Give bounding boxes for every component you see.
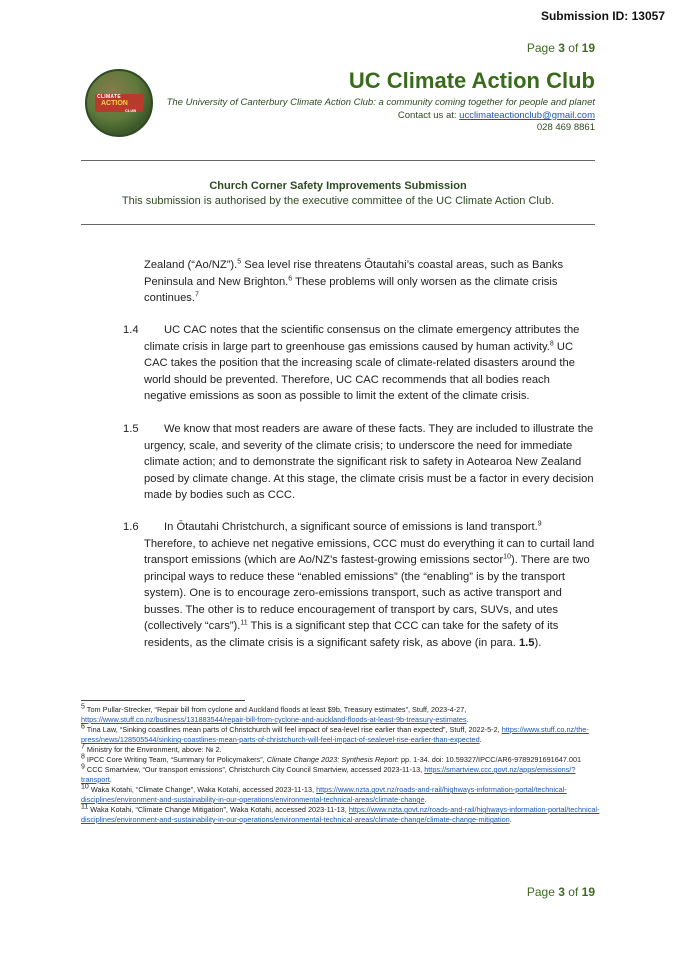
- footnote-separator: [81, 700, 245, 701]
- footnote-text: CCC Smartview, “Our transport emissions”, Christchurch City Council Smartview, accessed 2023-11-13,: [84, 765, 425, 774]
- contact-label: Contact us at:: [397, 110, 457, 121]
- paragraph-text: [144, 519, 595, 651]
- text: .: [479, 735, 482, 744]
- paragraph-number: 1.6: [123, 521, 139, 533]
- club-name: UC Climate Action Club: [348, 68, 595, 93]
- text: ). There are two principal ways to reduce these “enabled emissions” (the “enabling” is by the transport system). One is to encourage zero-emissions transport, such as active transport and busses. The other is to reduce encouragement of transport by cars, SUVs, and utes (collectively “cars”).: [144, 554, 590, 632]
- footnote-7: [81, 745, 601, 755]
- logo-text-climate: CLIMATE: [97, 94, 121, 100]
- submission-id: Submission ID: 13057: [540, 9, 665, 23]
- footnote-ref[interactable]: 7: [195, 291, 199, 299]
- submission-title: Church Corner Safety Improvements Submission: [209, 180, 467, 192]
- page-total: 19: [581, 41, 595, 55]
- header-divider: [81, 160, 595, 161]
- page-of: of: [568, 41, 579, 55]
- footnote-ref[interactable]: 10: [503, 553, 511, 561]
- text: Sea level rise threatens Ōtautahi’s coastal areas, such as Banks Peninsula and New Brighton.: [144, 259, 564, 288]
- paragraph-1-6: [123, 519, 595, 651]
- paragraph-number: 1.5: [123, 423, 139, 435]
- page-current: 3: [558, 885, 565, 899]
- footnote-link[interactable]: https://www.stuff.co.nz/the-press/news/128505544/sinking-coastlines-mean-parts-of-christchurch-will-feel-impact-of-sealevel-rise-earlier-than-expected: [81, 725, 589, 744]
- club-tagline: The University of Canterbury Climate Action Club: a community coming together for people and planet: [166, 97, 595, 108]
- text: Therefore, to achieve net negative emissions, CCC must do everything it can to curtail land transport emissions (which are Ao/NZ’s fastest-growing emissions sector: [144, 537, 595, 566]
- paragraph-text: We know that most readers are aware of these facts. They are included to illustrate the urgency, scale, and severity of the climate crisis; to underscore the need for immediate climate action; and to demonstrate the significant risk to safety in Aotearoa New Zealand posed by climate change. At this stage, the climate crisis must be a factor in every decision made by bodies such as CCC.: [144, 423, 594, 501]
- text: .: [509, 815, 512, 824]
- footnote-text: Tina Law, “Sinking coastlines mean parts of Christchurch will feel impact of sea-level rise earlier than expected”, Stuff, 2022-5-2,: [84, 725, 502, 734]
- text: This is a significant step that CCC can take for the safety of its residents, as the climate crisis is a significant safety risk, as above (in para.: [144, 620, 559, 649]
- paragraph-number: 1.4: [123, 324, 139, 336]
- paragraph-1-5: [123, 421, 595, 504]
- footnote-ref[interactable]: 8: [549, 339, 554, 347]
- footnote-link[interactable]: https://smartview.ccc.govt.nz/apps/emissions/?transport: [81, 765, 576, 784]
- text: ).: [534, 636, 542, 649]
- footnote-link[interactable]: https://www.stuff.co.nz/business/131883544/repair-bill-from-cyclone-and-auckland-floods-at-least-9b-treasury-estimates: [81, 715, 467, 724]
- text: UC CAC notes that the scientific consensus on the climate emergency attributes the climate crisis in large part to greenhouse gas emissions caused by human activity.: [144, 324, 580, 353]
- contact-line: [398, 110, 595, 121]
- footnote-number: 10: [81, 783, 89, 791]
- page-total: 19: [581, 885, 595, 899]
- footnote-ref[interactable]: 9: [537, 520, 542, 528]
- footnote-5: [81, 705, 601, 725]
- page-current: 3: [558, 41, 565, 55]
- footnote-link[interactable]: https://www.nzta.govt.nz/roads-and-rail/highways-information-portal/technical-disciplines/environment-and-sustainability-in-our-operations/environmental-technical-areas/climate-change: [81, 785, 567, 804]
- footnote-text: Waka Kotahi, “Climate Change Mitigation”, Waka Kotahi, accessed 2023-11-13,: [88, 805, 349, 814]
- para-reference: 1.5: [518, 636, 535, 649]
- footnote-number: 6: [81, 723, 85, 731]
- footnote-8: [81, 755, 601, 765]
- footnotes: [81, 705, 601, 825]
- footnote-9: [81, 765, 601, 785]
- footnote-number: 11: [81, 803, 89, 811]
- text: Zealand (“Ao/NZ”).: [144, 259, 238, 271]
- text: In Ōtautahi Christchurch, a significant source of emissions is land transport.: [164, 521, 538, 533]
- text: .: [424, 795, 427, 804]
- page-label: Page: [526, 41, 555, 55]
- footnote-10: [81, 785, 601, 805]
- page-number-top: [527, 41, 595, 55]
- footnote-11: [81, 805, 601, 825]
- text: .: [109, 775, 112, 784]
- footnote-ref[interactable]: 11: [240, 619, 248, 627]
- text: These problems will only worsen as the climate crisis continues.: [144, 275, 558, 304]
- text: UC CAC takes the position that the increasing scale of climate-related disasters around the world should be prevented. Therefore, UC CAC recommends that all bodies reach negative emissions as soon as possible to limit the extent of the climate crisis.: [144, 340, 575, 402]
- footnote-link[interactable]: https://www.nzta.govt.nz/roads-and-rail/highways-information-portal/technical-disciplines/environment-and-sustainability-in-our-operations/environmental-technical-areas/climate-change/climate-change-mitigation: [81, 805, 600, 824]
- page-number-bottom: [527, 885, 595, 899]
- footnote-number: 7: [81, 743, 85, 751]
- footnote-text: Tom Pullar-Strecker, “Repair bill from cyclone and Auckland floods at least $9b, Treasury estimates”, Stuff, 2023-4-27,: [84, 705, 467, 714]
- paragraph-text: [144, 322, 595, 405]
- footnote-ref[interactable]: 5: [237, 258, 242, 266]
- logo-text-action: ACTION: [101, 100, 128, 107]
- page-label: Page: [526, 885, 555, 899]
- footnote-number: 8: [81, 753, 85, 761]
- footnote-number: 9: [81, 763, 85, 771]
- footnote-number: 5: [81, 703, 85, 711]
- footnote-text: Waka Kotahi, “Climate Change”, Waka Kotahi, accessed 2023-11-13,: [88, 785, 317, 794]
- footnote-text: : pp. 1-34. doi: 10.59327/IPCC/AR6-9789291691647.001: [396, 755, 582, 764]
- paragraph-1-4: [123, 322, 595, 405]
- text: .: [466, 715, 469, 724]
- footnote-text: IPCC Core Writing Team, “Summary for Policymakers”,: [84, 755, 267, 764]
- footnote-6: [81, 725, 601, 745]
- club-logo: [85, 69, 153, 137]
- paragraph-continuation: [144, 257, 595, 307]
- contact-email-link[interactable]: ucclimateactionclub@gmail.com: [459, 110, 595, 121]
- footnote-ref[interactable]: 6: [288, 274, 293, 282]
- contact-phone: 028 469 8861: [536, 122, 595, 133]
- page-of: of: [568, 885, 579, 899]
- logo-text-club: CLUB: [125, 108, 137, 113]
- authorisation-statement: This submission is authorised by the executive committee of the UC Climate Action Club.: [121, 195, 555, 207]
- footnote-italic: Climate Change 2023: Synthesis Report: [266, 755, 397, 764]
- footnote-text: Ministry for the Environment, above: № 2.: [84, 745, 222, 754]
- header-divider-bottom: [81, 224, 595, 225]
